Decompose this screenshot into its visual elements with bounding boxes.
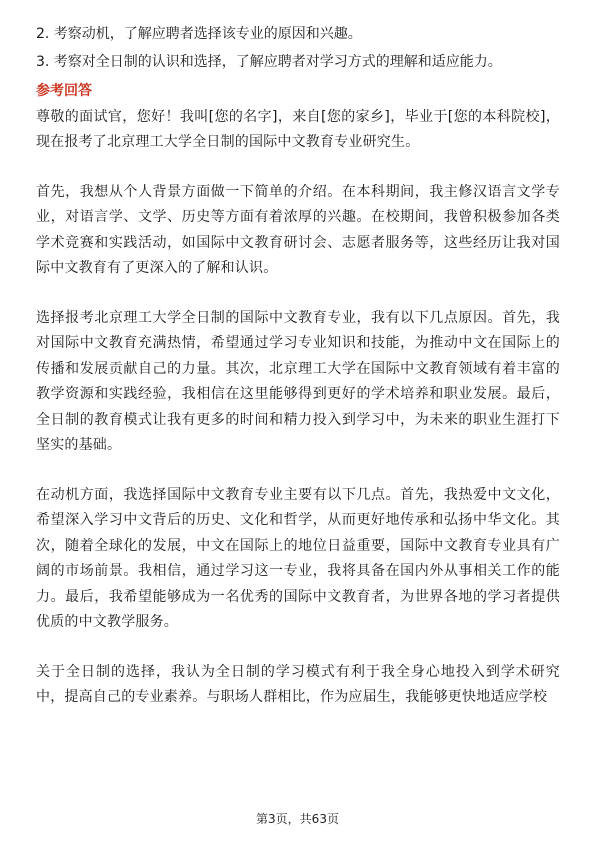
page-content (36, 22, 560, 711)
goal-item-2: 2. 考察动机，了解应聘者选择该专业的原因和兴趣。 (36, 26, 362, 42)
paragraph-introduction: 尊敬的面试官，您好！我叫[您的名字]，来自[您的家乡]，毕业于[您的本科院校]，现在报考了北京理工大学全日制的国际中文教育专业研究生。 (36, 108, 560, 150)
paragraph-full-time-choice: 关于全日制的选择，我认为全日制的学习模式有利于我全身心地投入到学术研究中，提高自己的专业素养。与职场人群相比，作为应届生，我能够更快地适应学校 (36, 663, 560, 705)
paragraph-motivation: 在动机方面，我选择国际中文教育专业主要有以下几点。首先，我热爱中文文化，希望深入学习中文背后的历史、文化和哲学，从而更好地传承和弘扬中华文化。其次，随着全球化的发展，中文在国际上的地位日益重要，国际中文教育专业具有广阔的市场前景。我相信，通过学习这一专业，我将具备在国内外从事相关工作的能力。最后，我希望能够成为一名优秀的国际中文教育者，为世界各地的学习者提供优质的中文教学服务。 (36, 486, 560, 630)
page-footer (0, 810, 595, 827)
paragraph-background: 首先，我想从个人背景方面做一下简单的介绍。在本科期间，我主修汉语言文学专业，对语言学、文学、历史等方面有着浓厚的兴趣。在校期间，我曾积极参加各类学术竞赛和实践活动，如国际中文教育研讨会、志愿者服务等，这些经历让我对国际中文教育有了更深入的了解和认识。 (36, 183, 560, 276)
answer-heading: 参考回答 (36, 83, 92, 99)
paragraph-reasons: 选择报考北京理工大学全日制的国际中文教育专业，我有以下几点原因。首先，我对国际中文教育充满热情，希望通过学习专业知识和技能，为推动中文在国际上的传播和发展贡献自己的力量。其次，北京理工大学在国际中文教育领域有着丰富的教学资源和实践经验，我相信在这里能够得到更好的学术培养和职业发展。最后，全日制的教育模式让我有更多的时间和精力投入到学习中，为未来的职业生涯打下坚实的基础。 (36, 309, 560, 453)
page-number-label: 第3页，共63页 (256, 812, 339, 826)
goal-item-3: 3. 考察对全日制的认识和选择，了解应聘者对学习方式的理解和适应能力。 (36, 53, 502, 70)
